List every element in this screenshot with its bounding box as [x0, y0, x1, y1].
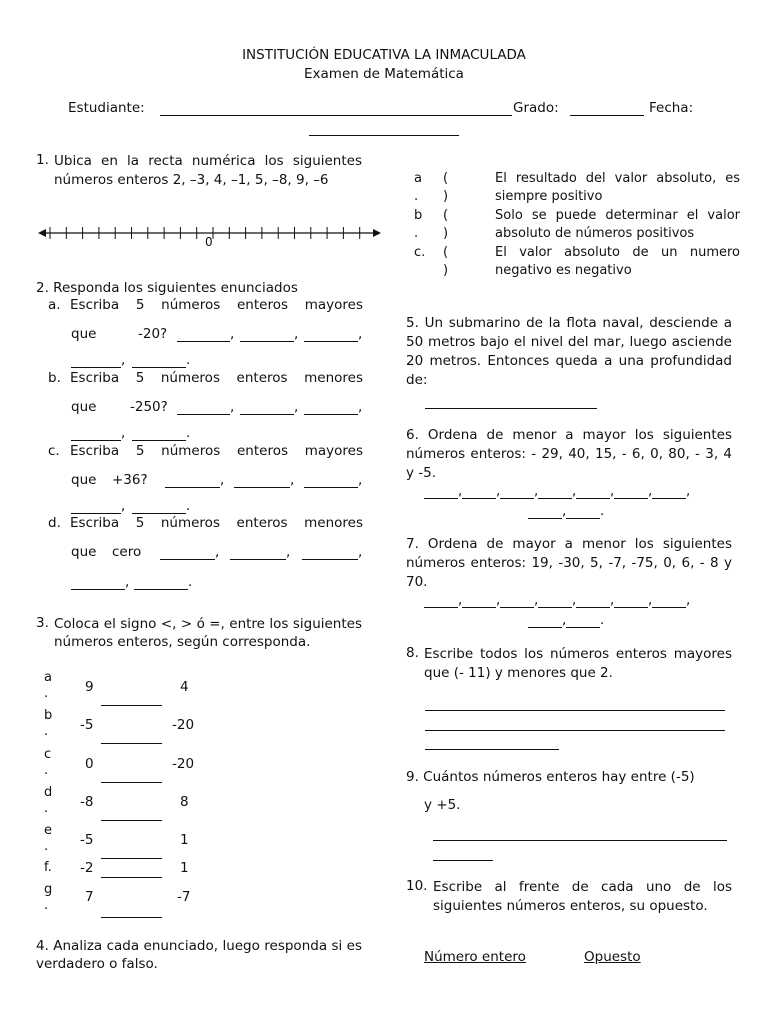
- q3-d-blank[interactable]: [101, 807, 162, 821]
- q2-c-blank-1[interactable]: [165, 474, 220, 488]
- date-label: Fecha:: [649, 100, 694, 116]
- q2-d-blank-1[interactable]: [160, 546, 215, 560]
- punctuation: ,: [648, 592, 653, 608]
- punctuation: ,: [562, 503, 567, 519]
- q2-d-que: que: [71, 544, 97, 560]
- q3-b-blank[interactable]: [101, 730, 162, 744]
- q2-d-blank-5[interactable]: [134, 576, 188, 590]
- punctuation: ,: [610, 483, 615, 499]
- q8-answer-line-1[interactable]: [425, 697, 725, 711]
- date-blank[interactable]: [309, 122, 459, 136]
- q6-blanks-blank-5[interactable]: [576, 485, 610, 499]
- q2-b-blank-4[interactable]: [71, 427, 121, 441]
- q2-c-blank-5[interactable]: [132, 500, 186, 514]
- q4-item-c: c. ( ) El valor absoluto de un numero negativo es negativo: [414, 245, 740, 278]
- q6-blanks-blank-4[interactable]: [538, 485, 572, 499]
- q2-b-text: Escriba 5 números enteros menores: [70, 370, 363, 386]
- q2-c-que: que: [71, 472, 97, 488]
- q10-text: Escribe al frente de cada uno de los siguientes números enteros, su opuesto.: [433, 879, 732, 914]
- exam-header: [0, 46, 768, 84]
- q5-answer-blank[interactable]: [425, 395, 597, 409]
- q6-blanks-blank-1[interactable]: [424, 485, 458, 499]
- q10-col-opposite: Opuesto: [584, 949, 641, 965]
- q6-blanks-blank-3[interactable]: [500, 485, 534, 499]
- q8-text: Escribe todos los números enteros mayores que (- 11) y menores que 2.: [424, 646, 732, 681]
- q2-letter-b: b.: [48, 370, 61, 386]
- q9-line-1: 9. Cuántos números enteros hay entre (-5): [406, 769, 695, 785]
- q2-d-value: cero: [112, 544, 142, 560]
- q2-b-blank-3[interactable]: [304, 401, 358, 415]
- q4-b-answer[interactable]: (: [443, 208, 449, 223]
- q2-item-c: [48, 443, 363, 459]
- grade-blank[interactable]: [570, 102, 644, 116]
- q2-b-value: -250?: [130, 399, 168, 415]
- q2-item-a: [48, 297, 363, 313]
- student-label: Estudiante:: [68, 100, 145, 116]
- q7-blanks-blank-2[interactable]: [462, 594, 496, 608]
- student-blank[interactable]: [160, 102, 512, 116]
- q10-number: 10.: [406, 878, 428, 894]
- q2-letter-c: c.: [48, 443, 60, 459]
- q2-a-blank-3[interactable]: [304, 328, 358, 342]
- punctuation: ,: [458, 592, 463, 608]
- q8-answer-line-2[interactable]: [425, 717, 725, 731]
- number-line-zero-label: 0: [205, 235, 213, 249]
- punctuation: ,: [572, 483, 577, 499]
- q7-blanks-blank-1[interactable]: [424, 594, 458, 608]
- q2-d-blank-3[interactable]: [302, 546, 358, 560]
- q2-a-text: Escriba 5 números enteros mayores: [70, 297, 363, 313]
- q9-line-2: y +5.: [424, 797, 461, 813]
- q4-text: 4. Analiza cada enunciado, luego responda si es verdadero o falso.: [36, 938, 362, 972]
- q2-a-blank-1[interactable]: [177, 328, 230, 342]
- q8-answer-line-3[interactable]: [425, 736, 559, 750]
- punctuation: ,: [534, 483, 539, 499]
- q2-d-text: Escriba 5 números enteros menores: [70, 515, 363, 531]
- q9-answer-line-2[interactable]: [433, 847, 493, 861]
- q4-item-b: b . ( ) Solo se puede determinar el valor absoluto de números positivos: [414, 208, 740, 241]
- q3-g-blank[interactable]: [101, 904, 162, 918]
- q2-d-blank-2[interactable]: [230, 546, 286, 560]
- q2-title: 2. Responda los siguientes enunciados: [36, 280, 298, 296]
- q10-col-integer: Número entero: [424, 949, 526, 965]
- q8-number: 8.: [406, 645, 419, 661]
- q2-item-b: [48, 370, 363, 386]
- q3-f-blank[interactable]: [101, 864, 162, 878]
- punctuation: .: [600, 503, 605, 519]
- q6-blanks-blank-6[interactable]: [614, 485, 648, 499]
- q6-blanks-blank-9[interactable]: [566, 505, 600, 519]
- q2-b-que: que: [71, 399, 97, 415]
- q6-blanks-blank-7[interactable]: [652, 485, 686, 499]
- q3-rows: a . 9 4 b . -5 -20 c . 0 -20 d . -8 8 e . -5 1 f. -2 1 g . 7 -7: [44, 669, 244, 924]
- q7-blanks: [424, 594, 724, 634]
- exam-subject: Examen de Matemática: [304, 66, 464, 82]
- q3-number: 3.: [36, 615, 49, 631]
- q2-c-value: +36?: [112, 472, 148, 488]
- punctuation: ,: [686, 483, 691, 499]
- q7-text: 7. Ordena de mayor a menor los siguientes números enteros: 19, -30, 5, -7, -75, 0, 6, - 8 y 70.: [406, 536, 732, 590]
- q2-letter-d: d.: [48, 515, 61, 531]
- punctuation: ,: [496, 483, 501, 499]
- q7-blanks-blank-6[interactable]: [614, 594, 648, 608]
- q2-item-d: [48, 515, 363, 531]
- q2-c-blank-4[interactable]: [71, 500, 121, 514]
- q4-item-a: a . ( ) El resultado del valor absoluto, es siempre positivo: [414, 171, 740, 204]
- q7-blanks-blank-4[interactable]: [538, 594, 572, 608]
- q2-b-blank-1[interactable]: [177, 401, 230, 415]
- q6-blanks-blank-2[interactable]: [462, 485, 496, 499]
- q7-blanks-blank-9[interactable]: [566, 614, 600, 628]
- q1-number: 1.: [36, 152, 49, 168]
- q2-a-blank-4[interactable]: [71, 354, 121, 368]
- q7-blanks-blank-7[interactable]: [652, 594, 686, 608]
- q2-letter-a: a.: [48, 297, 61, 313]
- q6-text: 6. Ordena de menor a mayor los siguientes números enteros: - 29, 40, 15, - 6, 0, 80, - 3, 4 y -5.: [406, 427, 732, 481]
- q6-blanks: [424, 485, 724, 525]
- q1-text: Ubica en la recta numérica los siguientes números enteros 2, –3, 4, –1, 5, –8, 9, –6: [54, 153, 362, 188]
- school-name: INSTITUCIÓN EDUCATIVA LA INMACULADA: [242, 47, 526, 63]
- q2-a-blank-5[interactable]: [132, 354, 186, 368]
- q2-b-blank-2[interactable]: [240, 401, 294, 415]
- q2-a-blank-2[interactable]: [240, 328, 294, 342]
- q2-a-value: -20?: [138, 326, 168, 342]
- q9-answer-line-1[interactable]: [433, 827, 727, 841]
- q3-c-blank[interactable]: [101, 769, 162, 783]
- punctuation: .: [600, 612, 605, 628]
- q3-text: Coloca el signo <, > ó =, entre los siguientes números enteros, según corresponda.: [54, 616, 362, 650]
- q6-blanks-blank-8[interactable]: [528, 505, 562, 519]
- q7-blanks-blank-3[interactable]: [500, 594, 534, 608]
- punctuation: ,: [610, 592, 615, 608]
- q2-d-blank-4[interactable]: [71, 576, 125, 590]
- q2-c-blank-2[interactable]: [234, 474, 290, 488]
- q2-b-blank-5[interactable]: [132, 427, 186, 441]
- q2-a-que: que: [71, 326, 97, 342]
- punctuation: ,: [572, 592, 577, 608]
- punctuation: ,: [534, 592, 539, 608]
- q2-c-blank-3[interactable]: [304, 474, 358, 488]
- punctuation: ,: [496, 592, 501, 608]
- punctuation: ,: [458, 483, 463, 499]
- q7-blanks-blank-8[interactable]: [528, 614, 562, 628]
- punctuation: ,: [562, 612, 567, 628]
- q3-e-blank[interactable]: [101, 845, 162, 859]
- punctuation: ,: [686, 592, 691, 608]
- grade-label: Grado:: [513, 100, 559, 116]
- punctuation: ,: [648, 483, 653, 499]
- q5-text: 5. Un submarino de la flota naval, desciende a 50 metros bajo el nivel del mar, luego asciende 20 metros. Entonces queda a una profundidad de:: [406, 315, 732, 388]
- q7-blanks-blank-5[interactable]: [576, 594, 610, 608]
- q3-a-blank[interactable]: [101, 692, 162, 706]
- q4-a-answer[interactable]: (: [443, 171, 449, 186]
- q2-c-text: Escriba 5 números enteros mayores: [70, 443, 363, 459]
- q4-c-answer[interactable]: (: [443, 245, 449, 260]
- q4-items: [414, 170, 744, 281]
